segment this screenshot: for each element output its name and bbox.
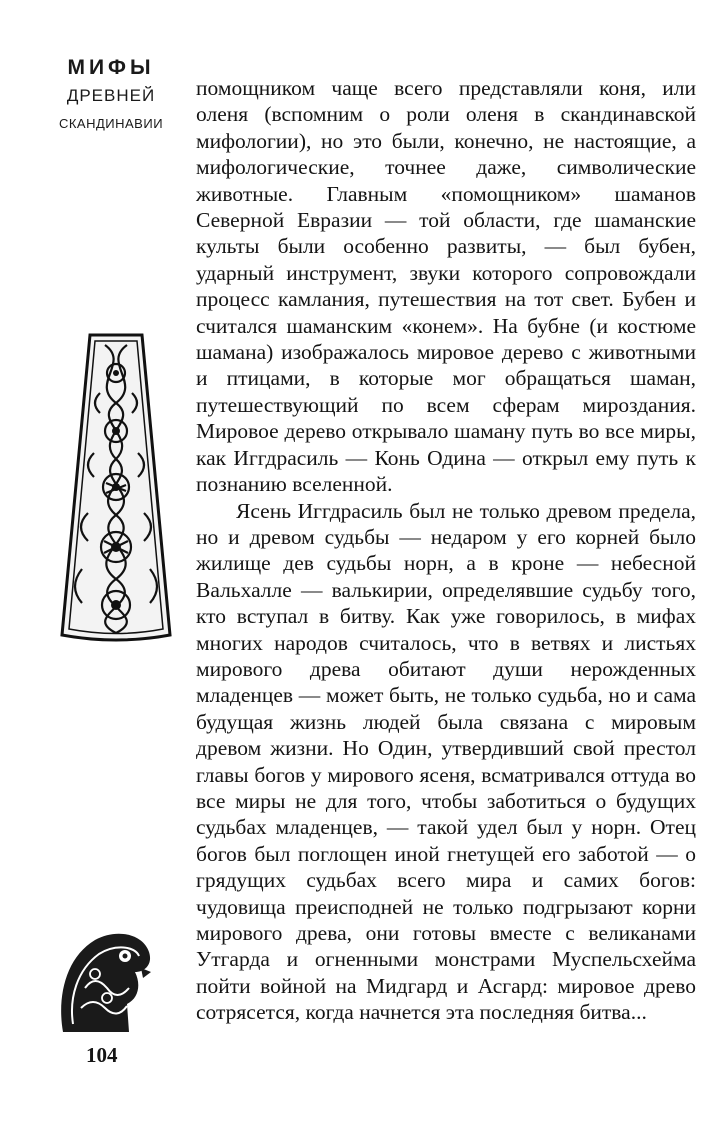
running-head (52, 56, 170, 134)
carved-ornament-panel (60, 333, 172, 643)
running-head-line1: МИФЫ (67, 56, 155, 79)
page-number: 104 (86, 1043, 118, 1067)
running-head-line3: СКАНДИНАВИИ (58, 116, 164, 131)
running-head-line2: ДРЕВНЕЙ (66, 86, 156, 105)
paragraph-1: помощником чаще всего представляли коня, или оленя (вспомним о роли оленя в скандинавской мифологии), но это были, конечно, не настоящие, а мифологические, точнее даже, символические животные. Главным «помощником» шаманов Северной Евразии — той области, где шаманские культы были особенно развиты, — был бубен, ударный инструмент, звуки которого сопровождали процесс камлания, путешествия на тот свет. Бубен и считался шаманским «конем». На бубне (и костюме шамана) изображалось мировое дерево с животными и птицами, в которые мог обращаться шаман, путешествующий по всем сферам мироздания. Мировое дерево открывало шаману путь во все миры, как Иггдрасиль — Конь Одина — открыл ему путь к познанию вселенной. (196, 76, 696, 497)
carved-animal-head-ornament (55, 928, 155, 1038)
body-text (196, 75, 696, 1026)
paragraph-2: Ясень Иггдрасиль был не только древом предела, но и древом судьбы — недаром у его корней было жилище дев судьбы норн, а в кроне — небесной Вальхалле — валькирии, определявшие судьбу того, кто вступал в битву. Как уже говорилось, в мифах многих народов считалось, что в ветвях и листьях мирового древа обитают души нерожденных младенцев — может быть, не только судьба, но и сама будущая жизнь людей была связана с мировым древом жизни. Но Один, утвердивший свой престол главы богов у мирового ясеня, всматривался оттуда во все миры не для того, чтобы заботиться о будущих судьбах младенцев, — такой удел был у норн. Отец богов был поглощен иной гнетущей его заботой — о грядущих судьбах всего мира и самих богов: чудовища преисподней не только подгрызают корни мирового древа, они готовы вместе с великанами Утгарда и огненными монстрами Муспельсхейма пойти войной на Мидгард и Асгард: мировое древо сотрясется, когда начнется эта последняя битва... (196, 498, 696, 1025)
